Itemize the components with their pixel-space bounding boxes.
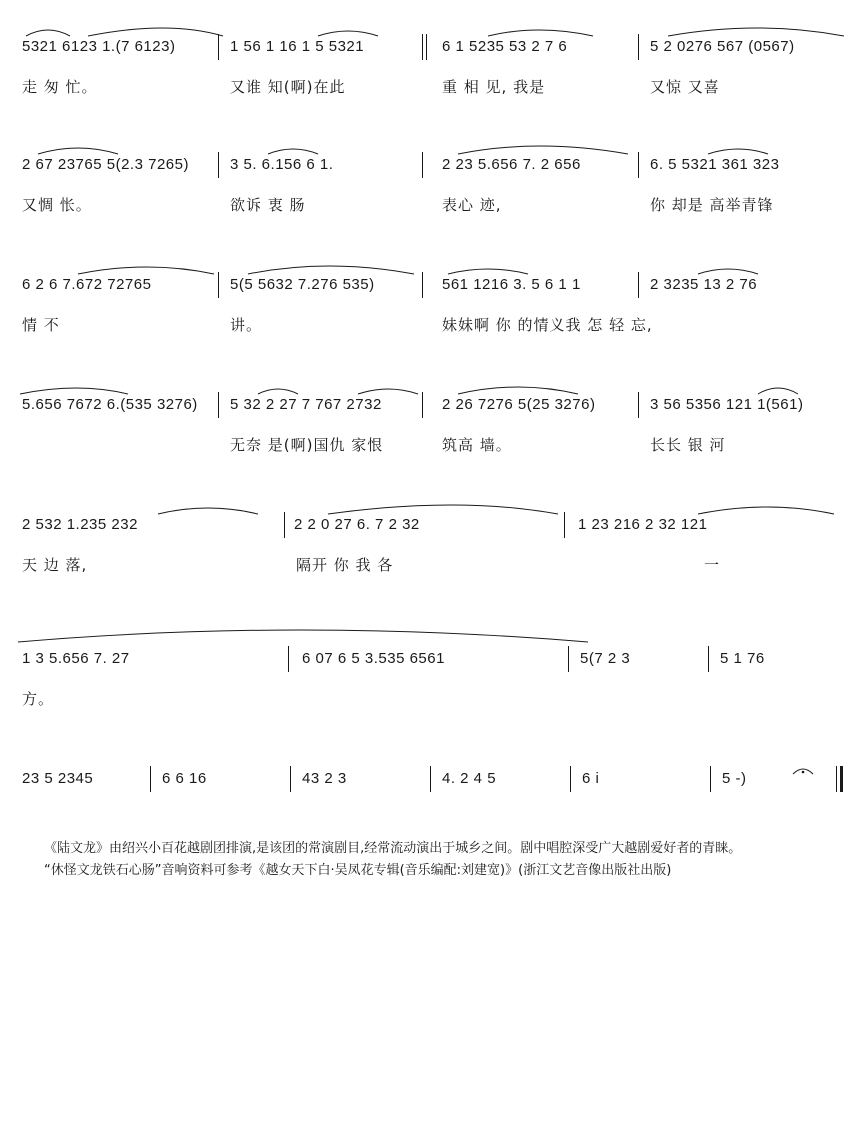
barline: [284, 512, 285, 538]
footnote: [18, 838, 846, 882]
barline: [638, 34, 639, 60]
barline: [422, 392, 423, 418]
measure-notes: 6 i: [582, 770, 600, 787]
barline: [218, 272, 219, 298]
score-system-4: [18, 388, 844, 468]
measure-notes: 2 2 0 27 6. 7 2 32: [294, 516, 420, 533]
footnote-paragraph: “休怪文龙铁石心肠”音响资料可参考《越女天下白·吴凤花专辑(音乐编配:刘建宽)》(浙江文艺音像出版社出版): [44, 863, 672, 878]
measure-notes: 2 532 1.235 232: [22, 516, 138, 533]
score-system-1: [18, 30, 844, 110]
measure-notes: 5 1 76: [720, 650, 765, 667]
measure-notes: 5321 6123 1.(7 6123): [22, 38, 176, 55]
measure-notes: 5 32 2 27 7 767 2732: [230, 396, 382, 413]
barline: [422, 34, 423, 60]
measure-notes: 43 2 3: [302, 770, 347, 787]
double-barline: [836, 766, 837, 792]
lyric-line: 又惊 又喜: [650, 78, 720, 96]
measure-notes: 1 56 1 16 1 5 5321: [230, 38, 365, 55]
measure-notes: 5 -): [722, 770, 747, 787]
lyric-line: 你 却是 高举青锋: [650, 196, 774, 214]
barline: [290, 766, 291, 792]
measure-notes: 6 1 5235 53 2 7 6: [442, 38, 568, 55]
measure-notes: 3 5. 6.156 6 1.: [230, 156, 334, 173]
barline: [218, 34, 219, 60]
final-barline: [840, 766, 843, 792]
lyric-line: 方。: [22, 690, 55, 708]
score-system-2: [18, 148, 844, 228]
lyric-line: 情 不: [22, 316, 60, 334]
lyric-line: 一: [704, 556, 721, 574]
measure-notes: 1 23 216 2 32 121: [578, 516, 708, 533]
barline: [638, 152, 639, 178]
measure-notes: 561 1216 3. 5 6 1 1: [442, 276, 581, 293]
lyric-line: 妹妹啊 你 的情义我 怎 轻 忘,: [442, 316, 653, 334]
lyric-line: 欲诉 衷 肠: [230, 196, 306, 214]
score-system-3: [18, 268, 844, 348]
barline: [638, 272, 639, 298]
barline: [422, 272, 423, 298]
barline: [422, 152, 423, 178]
measure-notes: 6 07 6 5 3.535 6561: [302, 650, 445, 667]
lyric-line: 重 相 见, 我是: [442, 78, 546, 96]
footnote-paragraph: 《陆文龙》由绍兴小百花越剧团排演,是该团的常演剧目,经常流动演出于城乡之间。剧中唱腔深受广大越剧爱好者的青睐。: [44, 841, 742, 856]
measure-notes: 23 5 2345: [22, 770, 94, 787]
lyric-line: 筑高 墙。: [442, 436, 512, 454]
measure-notes: 5.656 7672 6.(535 3276): [22, 396, 198, 413]
barline: [638, 392, 639, 418]
measure-notes: 3 56 5356 121 1(561): [650, 396, 804, 413]
score-system-5: [18, 508, 844, 588]
measure-notes: 5 2 0276 567 (0567): [650, 38, 795, 55]
measure-notes: 2 23 5.656 7. 2 656: [442, 156, 581, 173]
lyric-line: 天 边 落,: [22, 556, 88, 574]
lyric-line: 走 匆 忙。: [22, 78, 98, 96]
score-system-6: [18, 636, 844, 716]
measure-notes: 6 2 6 7.672 72765: [22, 276, 152, 293]
barline: [426, 34, 427, 60]
lyric-line: 表心 迹,: [442, 196, 502, 214]
measure-notes: 2 67 23765 5(2.3 7265): [22, 156, 189, 173]
barline: [150, 766, 151, 792]
measure-notes: 5(5 5632 7.276 535): [230, 276, 375, 293]
lyric-line: 又谁 知(啊)在此: [230, 78, 346, 96]
barline: [710, 766, 711, 792]
lyric-line: 讲。: [230, 316, 263, 334]
barline: [218, 152, 219, 178]
barline: [218, 392, 219, 418]
barline: [430, 766, 431, 792]
measure-notes: 6. 5 5321 361 323: [650, 156, 780, 173]
measure-notes: 1 3 5.656 7. 27: [22, 650, 130, 667]
measure-notes: 2 26 7276 5(25 3276): [442, 396, 596, 413]
barline: [568, 646, 569, 672]
barline: [564, 512, 565, 538]
lyric-line: 无奈 是(啊)国仇 家恨: [230, 436, 384, 454]
lyric-line: 隔开 你 我 各: [296, 556, 394, 574]
measure-notes: 6 6 16: [162, 770, 207, 787]
measure-notes: 2 3235 13 2 76: [650, 276, 758, 293]
score-system-7: [18, 764, 844, 804]
barline: [288, 646, 289, 672]
measure-notes: 4. 2 4 5: [442, 770, 497, 787]
measure-notes: 5(7 2 3: [580, 650, 631, 667]
lyric-line: 又惆 怅。: [22, 196, 92, 214]
barline: [708, 646, 709, 672]
lyric-line: 长长 银 河: [650, 436, 726, 454]
barline: [570, 766, 571, 792]
